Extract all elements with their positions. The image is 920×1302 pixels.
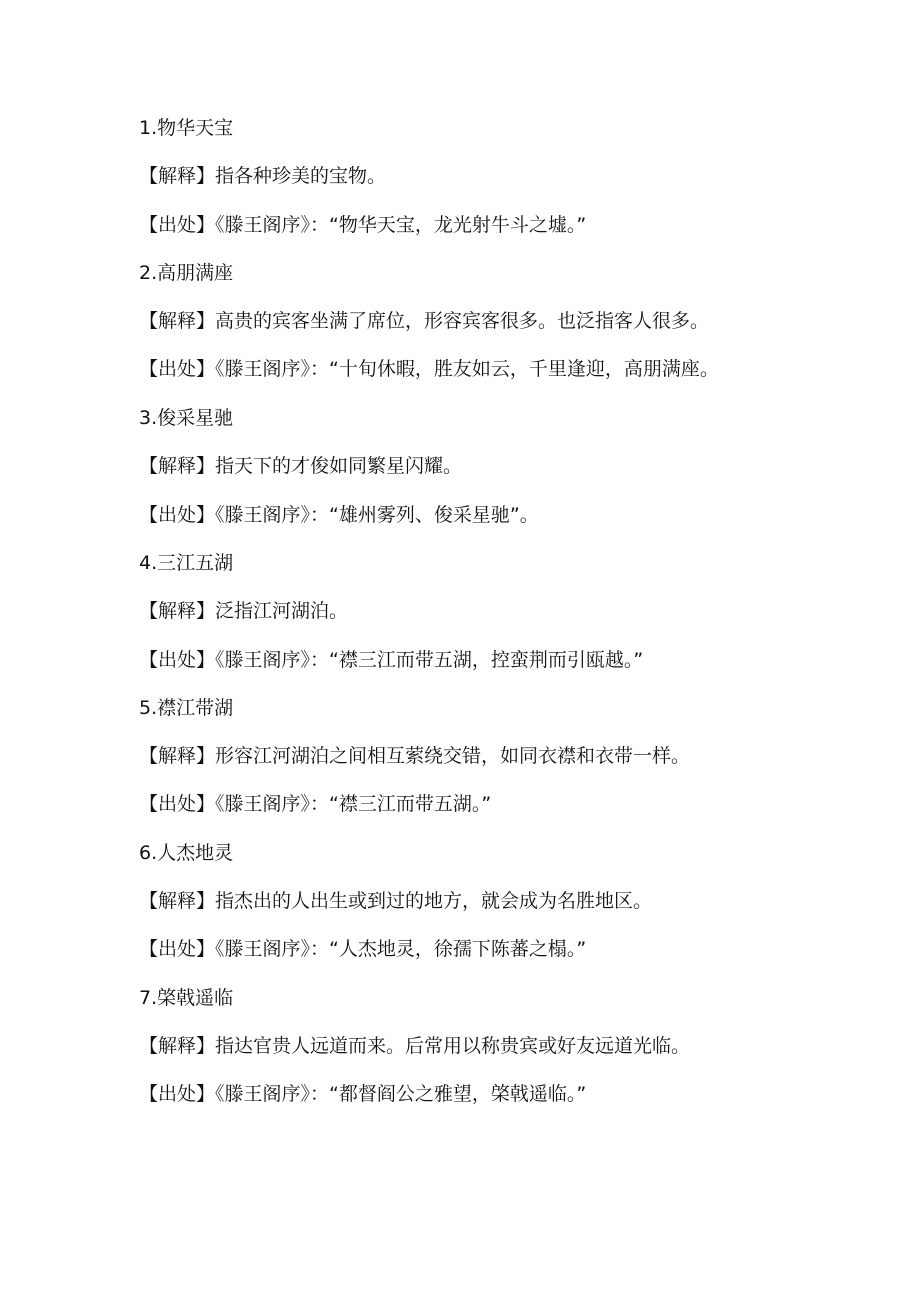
entry-4-source: 【出处】《滕王阁序》：“襟三江而带五湖，控蛮荆而引瓯越。” bbox=[139, 648, 644, 671]
entry-6-title: 6.人杰地灵 bbox=[139, 841, 234, 864]
entry-3-title: 3.俊采星驰 bbox=[139, 407, 234, 430]
entry-3-explanation: 【解释】指天下的才俊如同繁星闪耀。 bbox=[139, 455, 463, 478]
entry-6-explanation: 【解释】指杰出的人出生或到过的地方，就会成为名胜地区。 bbox=[139, 890, 653, 913]
entry-2-source-text: 【出处】《滕王阁序》：“十旬休暇，胜友如云，千里逢迎，高朋满座。 bbox=[139, 358, 719, 381]
entry-1-explanation: 【解释】指各种珍美的宝物。 bbox=[139, 165, 387, 188]
entry-4-explanation: 【解释】泛指江河湖泊。 bbox=[139, 600, 349, 623]
entry-1-title: 1.物华天宝 bbox=[139, 117, 234, 139]
entry-7-title: 7.棨戟遥临 bbox=[139, 986, 234, 1009]
entry-6-source: 【出处】《滕王阁序》：“人杰地灵，徐孺下陈蕃之榻。” bbox=[139, 938, 587, 961]
entry-3-source: 【出处】《滕王阁序》：“雄州雾列、俊采星驰”。 bbox=[139, 503, 539, 526]
entry-5-explanation: 【解释】形容江河湖泊之间相互萦绕交错，如同衣襟和衣带一样。 bbox=[139, 745, 691, 768]
entry-5-source: 【出处】《滕王阁序》：“襟三江而带五湖。” bbox=[139, 793, 492, 816]
entry-2-explanation: 【解释】高贵的宾客坐满了席位，形容宾客很多。也泛指客人很多。 bbox=[139, 310, 710, 333]
entry-5-title: 5.襟江带湖 bbox=[139, 696, 234, 719]
entry-2-source bbox=[139, 345, 759, 393]
entry-2-title: 2.高朋满座 bbox=[139, 261, 234, 284]
entry-7-source: 【出处】《滕王阁序》：“都督阎公之雅望，棨戟遥临。” bbox=[139, 1083, 587, 1106]
entry-1-source: 【出处】《滕王阁序》：“物华天宝，龙光射牛斗之墟。” bbox=[139, 213, 587, 236]
entry-7-explanation: 【解释】指达官贵人远道而来。后常用以称贵宾或好友远道光临。 bbox=[139, 1034, 691, 1057]
document-page bbox=[139, 116, 779, 1131]
entry-4-title: 4.三江五湖 bbox=[139, 551, 234, 574]
